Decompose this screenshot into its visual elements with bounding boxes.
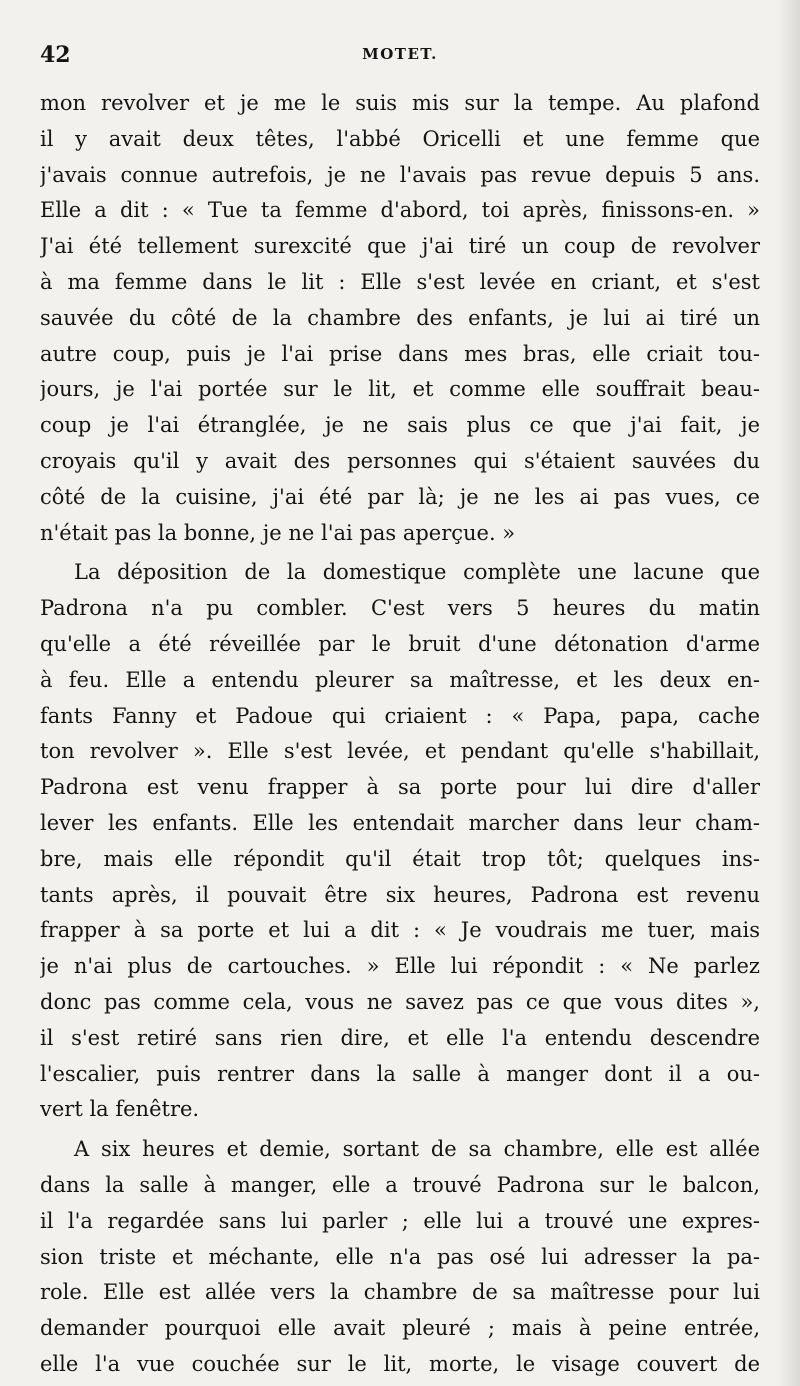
text-line: jours, je l'ai portée sur le lit, et comme elle souffrait beau- — [40, 377, 760, 402]
text-line: côté de la cuisine, j'ai été par là; je ne les ai pas vues, ce — [40, 484, 760, 509]
text-line: qu'elle a été réveillée par le bruit d'une détonation d'arme — [40, 631, 760, 656]
page-header — [40, 42, 760, 76]
text-line: vert la fenêtre. — [40, 1097, 200, 1122]
text-line: Elle a dit : « Tue ta femme d'abord, toi après, finissons-en. » — [40, 198, 760, 223]
text-line: frapper à sa porte et lui a dit : « Je voudrais me tuer, mais — [40, 918, 760, 943]
text-line: l'escalier, puis rentrer dans la salle à manger dont il a ou- — [40, 1061, 760, 1086]
text-line: A six heures et demie, sortant de sa chambre, elle est allée — [74, 1137, 760, 1162]
text-line: dans la salle à manger, elle a trouvé Padrona sur le balcon, — [40, 1172, 760, 1197]
running-title: MOTET. — [362, 45, 438, 63]
text-line: croyais qu'il y avait des personnes qui s'étaient sauvées du — [40, 448, 760, 473]
paragraph — [40, 86, 760, 551]
text-line: sion triste et méchante, elle n'a pas osé lui adresser la pa- — [40, 1244, 760, 1269]
text-line: demander pourquoi elle avait pleuré ; mais à peine entrée, — [40, 1316, 760, 1341]
paragraphs — [40, 86, 760, 1383]
paragraph — [40, 555, 760, 1128]
text-line: autre coup, puis je l'ai prise dans mes bras, elle criait tou- — [40, 341, 760, 366]
text-line: donc pas comme cela, vous ne savez pas ce que vous dites », — [40, 989, 760, 1014]
text-line: sauvée du côté de la chambre des enfants, je lui ai tiré un — [40, 305, 760, 330]
text-line: role. Elle est allée vers la chambre de sa maîtresse pour lui — [40, 1280, 760, 1305]
text-line: à ma femme dans le lit : Elle s'est levée en criant, et s'est — [40, 269, 760, 294]
text-line: il y avait deux têtes, l'abbé Oricelli et une femme que — [40, 126, 760, 151]
text-line: La déposition de la domestique complète une lacune que — [74, 560, 760, 585]
page-body — [40, 86, 760, 1383]
text-line: coup je l'ai étranglée, je ne sais plus ce que j'ai fait, je — [40, 413, 760, 438]
text-line: elle l'a vue couchée sur le lit, morte, le visage couvert de — [40, 1351, 760, 1376]
text-line: bre, mais elle répondit qu'il était trop tôt; quelques ins- — [40, 846, 760, 871]
text-line: il l'a regardée sans lui parler ; elle lui a trouvé une expres- — [40, 1208, 760, 1233]
page-number: 42 — [40, 42, 71, 68]
page-edge-shadow — [778, 0, 800, 1386]
text-line: j'avais connue autrefois, je ne l'avais pas revue depuis 5 ans. — [40, 162, 760, 187]
text-line: il s'est retiré sans rien dire, et elle l'a entendu descendre — [40, 1025, 760, 1050]
text-line: lever les enfants. Elle les entendait marcher dans leur cham- — [40, 810, 760, 835]
text-line: tants après, il pouvait être six heures, Padrona est revenu — [40, 882, 760, 907]
text-line: J'ai été tellement surexcité que j'ai tiré un coup de revolver — [40, 234, 760, 259]
paragraph — [40, 1132, 760, 1383]
text-line: ton revolver ». Elle s'est levée, et pendant qu'elle s'habillait, — [40, 739, 760, 764]
text-line: à feu. Elle a entendu pleurer sa maîtresse, et les deux en- — [40, 667, 760, 692]
text-line: n'était pas la bonne, je ne l'ai pas aperçue. » — [40, 520, 516, 545]
text-line: Padrona n'a pu combler. C'est vers 5 heures du matin — [40, 596, 760, 621]
text-line: mon revolver et je me le suis mis sur la tempe. Au plafond — [40, 91, 760, 115]
text-line: fants Fanny et Padoue qui criaient : « Papa, papa, cache — [40, 703, 760, 728]
text-line: Padrona est venu frapper à sa porte pour lui dire d'aller — [40, 775, 760, 800]
text-line: je n'ai plus de cartouches. » Elle lui répondit : « Ne parlez — [40, 954, 760, 979]
